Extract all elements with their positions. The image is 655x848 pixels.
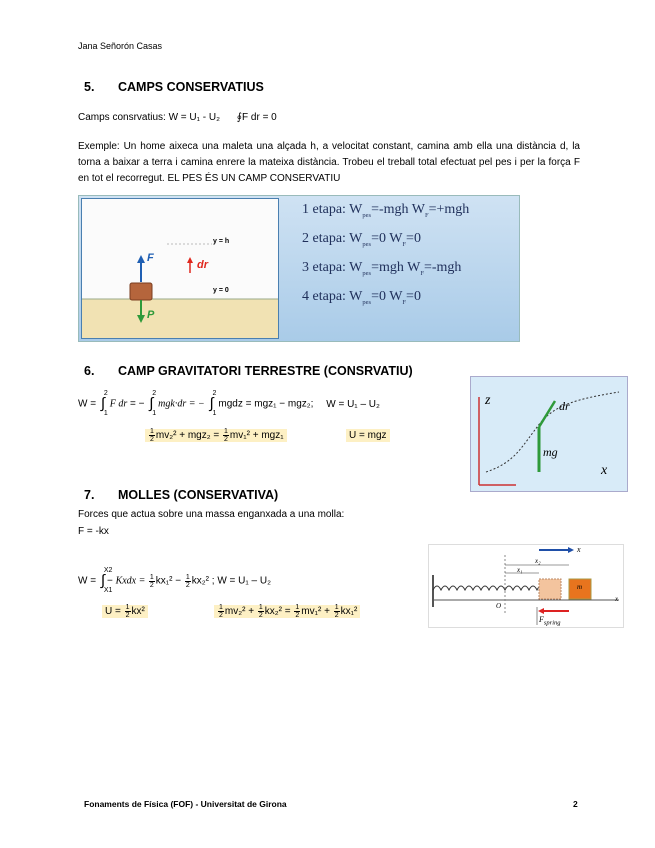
- etapa-2: 2 etapa: $W_{pes}=0$ $W_F=0$: [302, 231, 421, 248]
- gravity-work-equation: W = ∫ 2 1 F dr = − ∫ 2 1 mgk·dr = − ∫ 2 1 mgdz = mgz₁ − mgz₂; W = U₁ – U₂: [78, 390, 380, 417]
- gravity-energy-conservation: $\frac{1}{2}$ mv₂² + mgz₂ = $\frac{1}{2}$ mv₁² + mgz₁: [145, 428, 287, 444]
- suitcase-drawing: [82, 199, 278, 338]
- section-number: 5.: [84, 80, 95, 94]
- section-6-heading: 6. CAMP GRAVITATORI TERRESTRE (CONSRVATIU): [84, 364, 413, 378]
- etapa-list: [302, 202, 469, 318]
- label-y-0: y = 0: [213, 287, 229, 294]
- label-mass-m: m: [577, 583, 583, 591]
- suitcase: [130, 283, 152, 300]
- etapa-3: 3 etapa: $W_{pes}=mgh$ $W_F=$-mgh: [302, 260, 462, 277]
- spring-potential: U = $\frac{1}{2}$ kx²: [102, 604, 148, 620]
- spring-work-equation: W = ∫ X2 X1 − Kxdx = $\frac{1}{2}$ kx₁² − $\frac{1}{2}$ kx₂² ; W = U₁ – U₂: [78, 567, 271, 594]
- spring-energy-conservation: $\frac{1}{2}$ mv₂² + $\frac{1}{2}$ kx₂² = $\frac{1}{2}$ mv₁² + $\frac{1}{2}$ kx₁²: [214, 604, 360, 620]
- label-velocity-x: x: [577, 545, 581, 554]
- label-dr-vector: dr: [559, 399, 570, 413]
- example-paragraph: Exemple: Un home aixeca una maleta una alçada h, a velocitat constant, camina amb ella una distància d, la torna a baixar a terra i camina enrere la mateixa distància. Trobeu el treball total efectuat pel pes i per la força F en tot el recorregut. EL PES ÉS UN CAMP CONSERVATIU: [78, 141, 580, 184]
- axis-z: z: [485, 393, 491, 408]
- label-weight-p: P: [147, 309, 155, 321]
- definition-text: Camps consrvatius: W = U₁ - U₂: [78, 112, 221, 123]
- etapa-1: 1 etapa: $W_{pes}=$-mgh $W_F=+mgh$: [302, 202, 470, 219]
- work-example-figure: [78, 195, 520, 342]
- author-name: Jana Señorón Casas: [78, 41, 163, 51]
- section-7-heading: 7. MOLLES (CONSERVATIVA): [84, 488, 279, 502]
- etapa-4: 4 etapa: $W_{pes}=0$ $W_F=0$: [302, 289, 421, 306]
- axis-x: x: [601, 463, 608, 478]
- label-axis-x: x: [615, 595, 619, 603]
- spring-force-intro: Forces que actua sobre una massa enganxada a una molla:: [78, 509, 345, 520]
- label-origin: O: [496, 602, 502, 610]
- label-y-h: y = h: [213, 238, 230, 245]
- footer-text: Fonaments de Física (FOF) - Universitat de Girona: [84, 799, 287, 809]
- spring-mass-figure: [428, 544, 624, 628]
- closed-integral: ∮F dr = 0: [236, 112, 277, 123]
- label-force-f: F: [147, 252, 154, 264]
- hooke-law: F = -kx: [78, 526, 109, 537]
- ground: [82, 299, 278, 338]
- gravity-potential: U = mgz: [346, 428, 390, 444]
- gravity-path-figure: [470, 376, 628, 492]
- label-fspring: $F_{spring}$: [539, 615, 561, 627]
- label-mg: mg: [543, 445, 558, 459]
- conservative-definition: [78, 110, 277, 126]
- label-x1: x₁: [517, 566, 523, 574]
- page-number: 2: [573, 799, 578, 809]
- suitcase-diagram: [81, 198, 279, 339]
- label-dr: dr: [197, 259, 208, 271]
- label-x2: x₂: [535, 557, 541, 565]
- section-title: CAMPS CONSERVATIUS: [118, 80, 264, 94]
- section-5-heading: [84, 80, 264, 94]
